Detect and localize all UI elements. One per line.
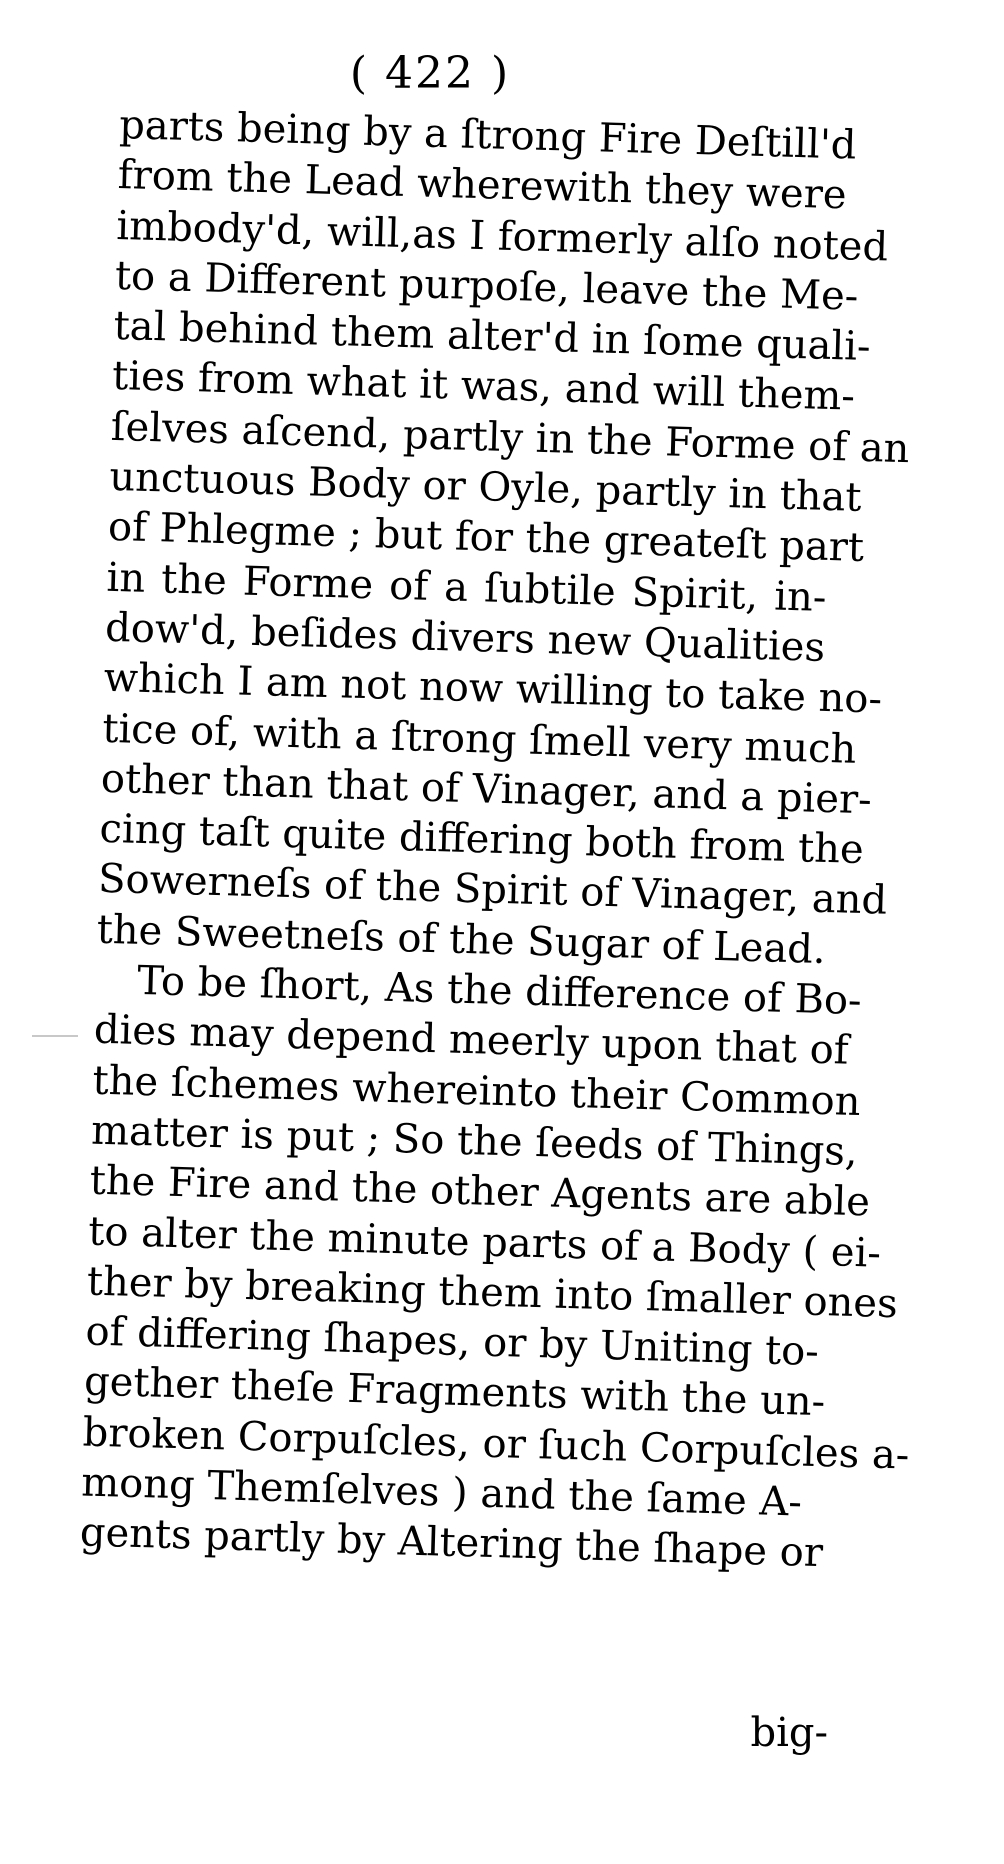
text-line: dies may depend meerly upon that of xyxy=(93,1006,850,1075)
text-line: unctuous Body or Oyle, partly in that xyxy=(108,453,863,521)
text-line: the Fire and the other Agents are able xyxy=(89,1157,871,1226)
text-line: dow'd, beſides divers new Qualities xyxy=(104,604,826,671)
text-line: other than that of Vinager, and a pier- xyxy=(100,755,873,824)
body-text xyxy=(79,100,911,1578)
text-line: ties from what it was, and will them- xyxy=(111,353,856,421)
text-line: tice of, with a ſtrong ſmell very much xyxy=(101,705,857,773)
text-line: from the Lead wherewith they were xyxy=(117,152,848,219)
text-line: gents partly by Altering the ſhape or xyxy=(79,1509,824,1577)
text-line: broken Corpuſcles, or ſuch Corpuſcles a- xyxy=(82,1409,910,1479)
text-line: to alter the minute parts of a Body ( ei- xyxy=(87,1208,882,1277)
text-line: to a Different purpoſe, leave the Me- xyxy=(114,252,859,320)
catchword: big- xyxy=(750,1710,828,1756)
text-line: the Sweetneſs of the Sugar of Lead. xyxy=(96,906,827,973)
text-line: the ſchemes whereinto their Common xyxy=(91,1057,862,1125)
text-line: ſelves aſcend, partly in the Forme of an xyxy=(110,403,911,472)
text-line: Sowerneſs of the Spirit of Vinager, and xyxy=(97,856,888,925)
text-line: mong Themſelves ) and the ſame A- xyxy=(80,1459,803,1526)
text-line: cing taſt quite differing both from the xyxy=(98,805,865,874)
text-line: of differing ſhapes, or by Uniting to- xyxy=(84,1308,820,1376)
text-line: tal behind them alter'd in ſome quali- xyxy=(113,303,872,371)
text-line: ther by breaking them into ſmaller ones xyxy=(86,1258,899,1328)
paragraph-first-line: To be ſhort, As the difference of Bo- xyxy=(136,957,863,1025)
text-line: of Phlegme ; but for the greateſt part xyxy=(107,504,865,572)
text-line: matter is put ; So the ſeeds of Things, xyxy=(90,1107,859,1175)
margin-rule xyxy=(32,1035,78,1037)
text-line: imbody'd, will,as I formerly alſo noted xyxy=(115,202,889,271)
text-line: which I am not now willing to take no- xyxy=(103,655,883,723)
text-line: in the Forme of a ſubtile Spirit, in- xyxy=(106,554,828,621)
page-number: ( 422 ) xyxy=(349,48,511,99)
text-line: gether theſe Fragments with the un- xyxy=(83,1358,826,1426)
text-line: parts being by a ſtrong Fire Deſtill'd xyxy=(118,101,858,169)
